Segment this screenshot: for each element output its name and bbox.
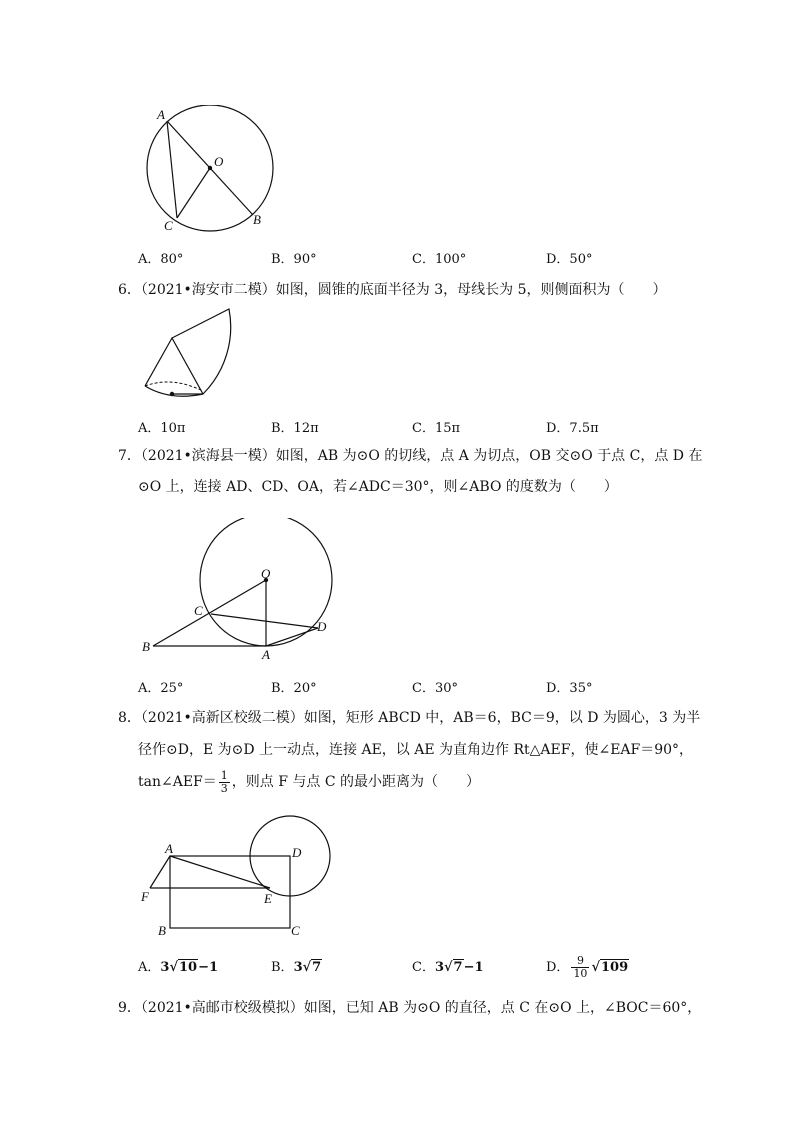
label-C: C xyxy=(164,218,173,233)
q8-line1: 8．（2021•高新区校级二模）如图，矩形 ABCD 中，AB＝6，BC＝9，以 D 为圆心，3 为半 xyxy=(118,710,701,726)
q8-line3 xyxy=(138,768,708,796)
label-B: B xyxy=(142,639,150,654)
q7-option-d[interactable]: D．35° xyxy=(546,681,593,696)
label-C: C xyxy=(291,923,300,938)
q8-line3-suffix: ，则点 F 与点 C 的最小距离为（ ） xyxy=(231,774,480,790)
q7-option-a[interactable]: A．25° xyxy=(138,681,184,696)
q6-option-c[interactable]: C．15π xyxy=(412,421,461,436)
q6-option-b[interactable]: B．12π xyxy=(271,421,319,436)
label-B: B xyxy=(158,923,166,938)
q8-line3-prefix: tan∠AEF＝ xyxy=(138,774,217,790)
q8-rectangle-figure xyxy=(138,812,338,942)
label-O: O xyxy=(261,566,271,581)
q8-options xyxy=(138,955,698,987)
q5-options xyxy=(138,248,698,268)
label-A: A xyxy=(262,647,270,660)
q7-tangent-figure xyxy=(138,518,343,660)
q5-option-b[interactable]: B．90° xyxy=(271,252,317,267)
q6-options xyxy=(138,417,698,437)
q6-text: 6．（2021•海安市二模）如图，圆锥的底面半径为 3，母线长为 5，则侧面积为（ ） xyxy=(118,282,667,298)
q8-option-b[interactable]: B．3√7 xyxy=(271,960,322,975)
q5-option-d[interactable]: D．50° xyxy=(546,252,593,267)
q8-option-c[interactable]: C．3√7−1 xyxy=(412,960,484,975)
q7-option-c[interactable]: C．30° xyxy=(412,681,458,696)
q6-cone-figure xyxy=(140,306,245,406)
label-O: O xyxy=(214,154,224,169)
q7-line2: ⊙O 上，连接 AD、CD、OA，若∠ADC＝30°，则∠ABO 的度数为（ ） xyxy=(138,479,618,495)
q8-line2: 径作⊙D，E 为⊙D 上一动点，连接 AE，以 AE 为直角边作 Rt△AEF，使∠EAF＝90°， xyxy=(138,742,694,758)
q5-option-a[interactable]: A．80° xyxy=(138,252,184,267)
label-D: D xyxy=(317,619,327,634)
label-B: B xyxy=(253,212,261,227)
label-F: F xyxy=(141,889,149,904)
label-A: A xyxy=(165,841,173,856)
q7-options xyxy=(138,677,698,697)
q8-option-a[interactable]: A．3√10−1 xyxy=(138,960,219,975)
q8-fraction: $\frac{1}{3}$ xyxy=(220,768,228,795)
q9-text: 9．（2021•高邮市校级模拟）如图，已知 AB 为⊙O 的直径，点 C 在⊙O 上，∠BOC＝60°， xyxy=(118,1000,702,1016)
q7-option-b[interactable]: B．20° xyxy=(271,681,317,696)
q8-option-d[interactable]: D． $\frac{9}{10}$ √109 xyxy=(546,954,629,980)
q7-line1: 7．（2021•滨海县一模）如图，AB 为⊙O 的切线，点 A 为切点，OB 交⊙O 于点 C，点 D 在 xyxy=(118,448,703,464)
q6-option-a[interactable]: A．10π xyxy=(138,421,186,436)
label-D: D xyxy=(292,845,302,860)
q8-d-fraction: $\frac{9}{10}$ xyxy=(573,954,588,980)
q6-option-d[interactable]: D．7.5π xyxy=(546,421,599,436)
label-A: A xyxy=(157,107,165,122)
label-E: E xyxy=(264,891,272,906)
q5-circle-figure xyxy=(140,105,285,235)
q5-option-c[interactable]: C．100° xyxy=(412,252,467,267)
label-C: C xyxy=(194,603,203,618)
